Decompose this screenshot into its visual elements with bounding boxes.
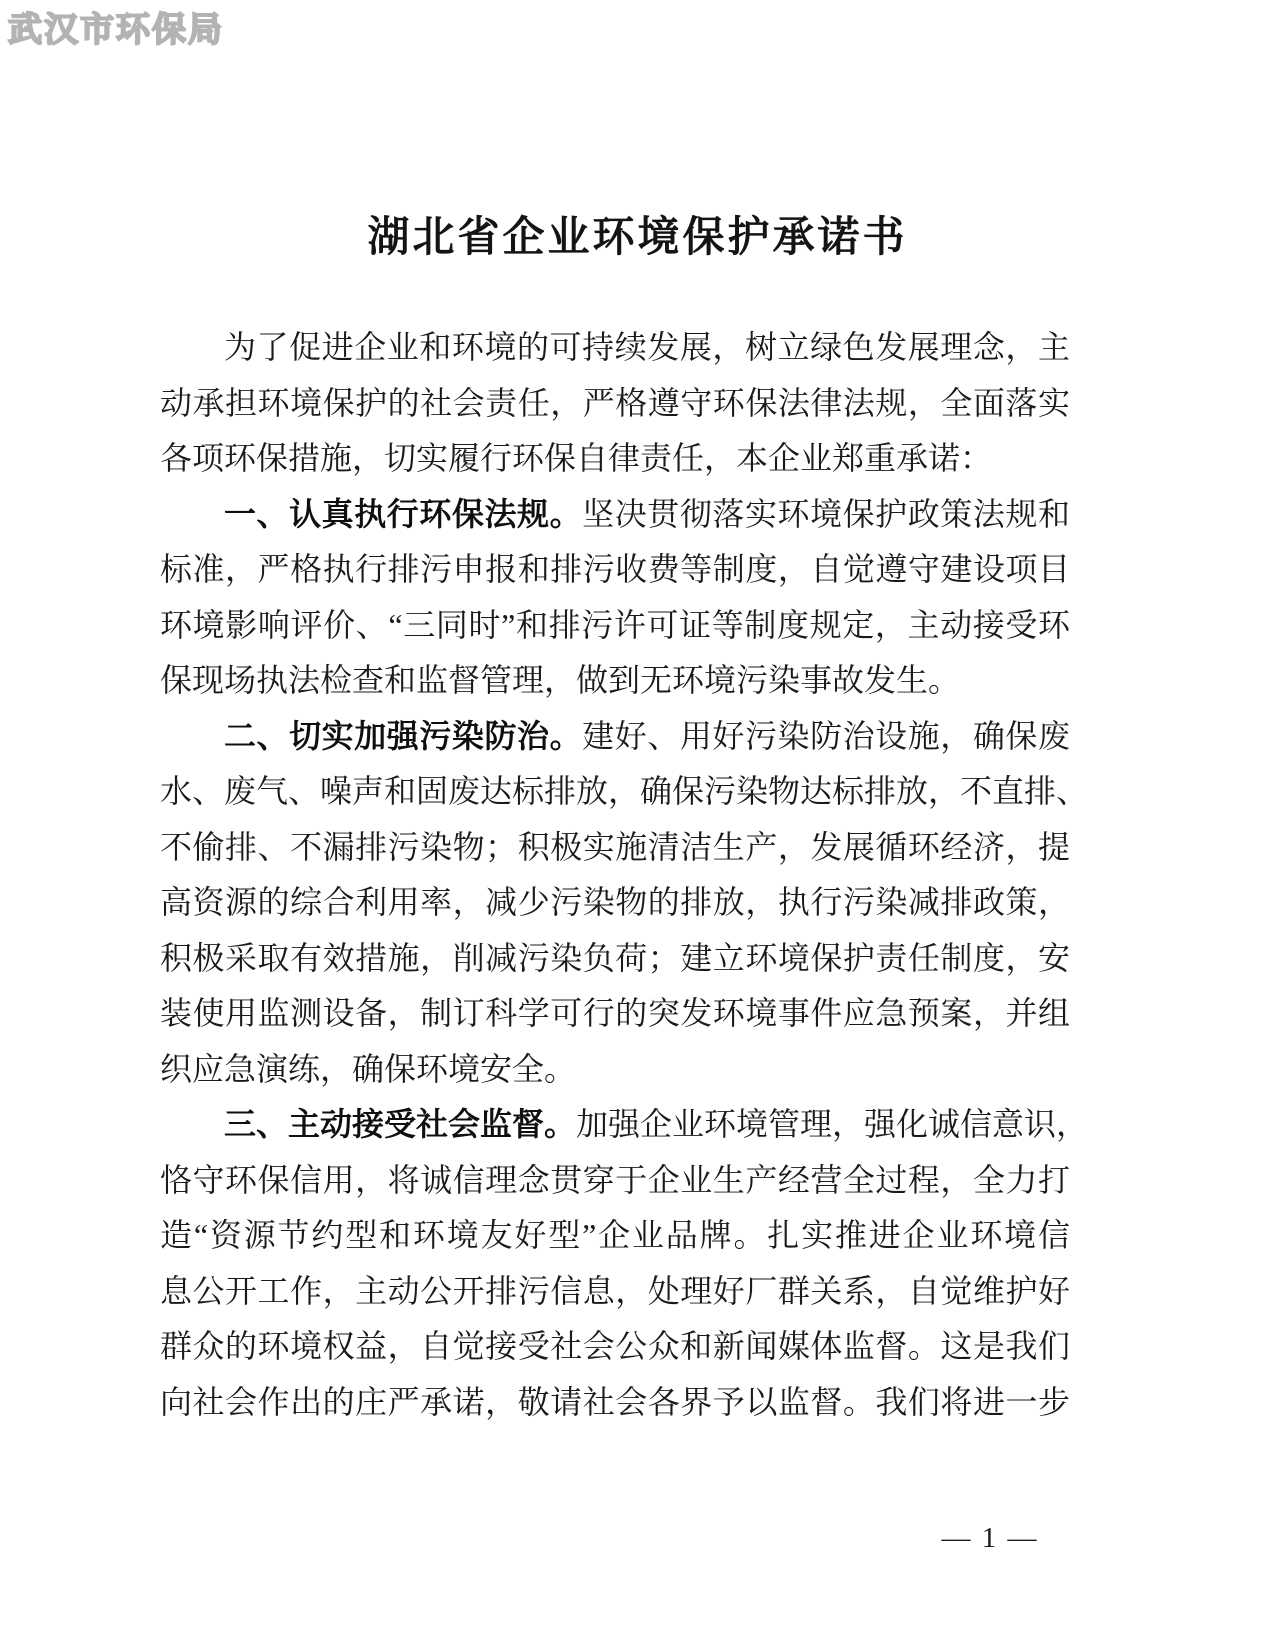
line-text: 动承担环境保护的社会责任，严格遵守环保法律法规，全面落实 <box>160 384 1070 421</box>
body-line <box>160 320 1070 376</box>
body-line <box>160 542 1070 598</box>
body-line <box>160 1375 1070 1431</box>
section-heading-3: 三、主动接受社会监督。 <box>224 1106 577 1142</box>
body-line <box>160 1264 1070 1320</box>
line-text: 向社会作出的庄严承诺，敬请社会各界予以监督。我们将进一步 <box>160 1383 1070 1420</box>
line-text: 建好、用好污染防治设施，确保废 <box>582 717 1070 754</box>
line-text: 水、废气、噪声和固废达标排放，确保污染物达标排放，不直排、 <box>160 773 1089 809</box>
line-text: 环境影响评价、“三同时”和排污许可证等制度规定，主动接受环 <box>160 606 1070 643</box>
document-body <box>160 320 1089 1430</box>
body-line <box>160 1153 1070 1209</box>
line-text: 不偷排、不漏排污染物；积极实施清洁生产，发展循环经济，提 <box>160 828 1070 865</box>
line-text: 造“资源节约型和环境友好型”企业品牌。扎实推进企业环境信 <box>160 1217 1070 1253</box>
body-line <box>160 709 1070 765</box>
line-text: 加强企业环境管理，强化诚信意识， <box>576 1106 1089 1142</box>
body-line <box>160 431 1070 487</box>
line-text: 恪守环保信用，将诚信理念贯穿于企业生产经营全过程，全力打 <box>160 1161 1070 1198</box>
body-line <box>160 1319 1070 1375</box>
line-text: 为了促进企业和环境的可持续发展，树立绿色发展理念，主 <box>224 329 1070 365</box>
line-text: 织应急演练，确保环境安全。 <box>160 1050 577 1087</box>
line-text: 息公开工作，主动公开排污信息，处理好厂群关系，自觉维护好 <box>160 1272 1070 1309</box>
line-text: 高资源的综合利用率，减少污染物的排放，执行污染减排政策， <box>160 884 1070 920</box>
body-line <box>160 764 1089 820</box>
line-text: 各项环保措施，切实履行环保自律责任，本企业郑重承诺： <box>160 440 993 476</box>
agency-watermark: 武汉市环保局 <box>8 11 224 49</box>
body-line <box>160 875 1070 931</box>
line-text: 坚决贯彻落实环境保护政策法规和 <box>582 495 1070 532</box>
line-text: 群众的环境权益，自觉接受社会公众和新闻媒体监督。这是我们 <box>160 1328 1070 1364</box>
body-line <box>160 1097 1089 1153</box>
line-text: 装使用监测设备，制订科学可行的突发环境事件应急预案，并组 <box>160 995 1070 1031</box>
section-heading-2: 二、切实加强污染防治。 <box>224 717 583 754</box>
line-text: 标准，严格执行排污申报和排污收费等制度，自觉遵守建设项目 <box>160 551 1070 587</box>
body-line <box>160 1208 1070 1264</box>
body-line <box>160 986 1070 1042</box>
body-line <box>160 653 1070 709</box>
body-line <box>160 1042 1070 1098</box>
body-line <box>160 820 1070 876</box>
body-line <box>160 931 1070 987</box>
body-line <box>160 598 1070 654</box>
document-title: 湖北省企业环境保护承诺书 <box>367 213 908 260</box>
section-heading-1: 一、认真执行环保法规。 <box>224 495 583 532</box>
line-text: 保现场执法检查和监督管理，做到无环境污染事故发生。 <box>160 662 961 698</box>
page-number: — 1 — <box>941 1522 1039 1554</box>
line-text: 积极采取有效措施，削减污染负荷；建立环境保护责任制度，安 <box>160 939 1070 976</box>
body-line <box>160 376 1070 432</box>
body-line <box>160 487 1070 543</box>
